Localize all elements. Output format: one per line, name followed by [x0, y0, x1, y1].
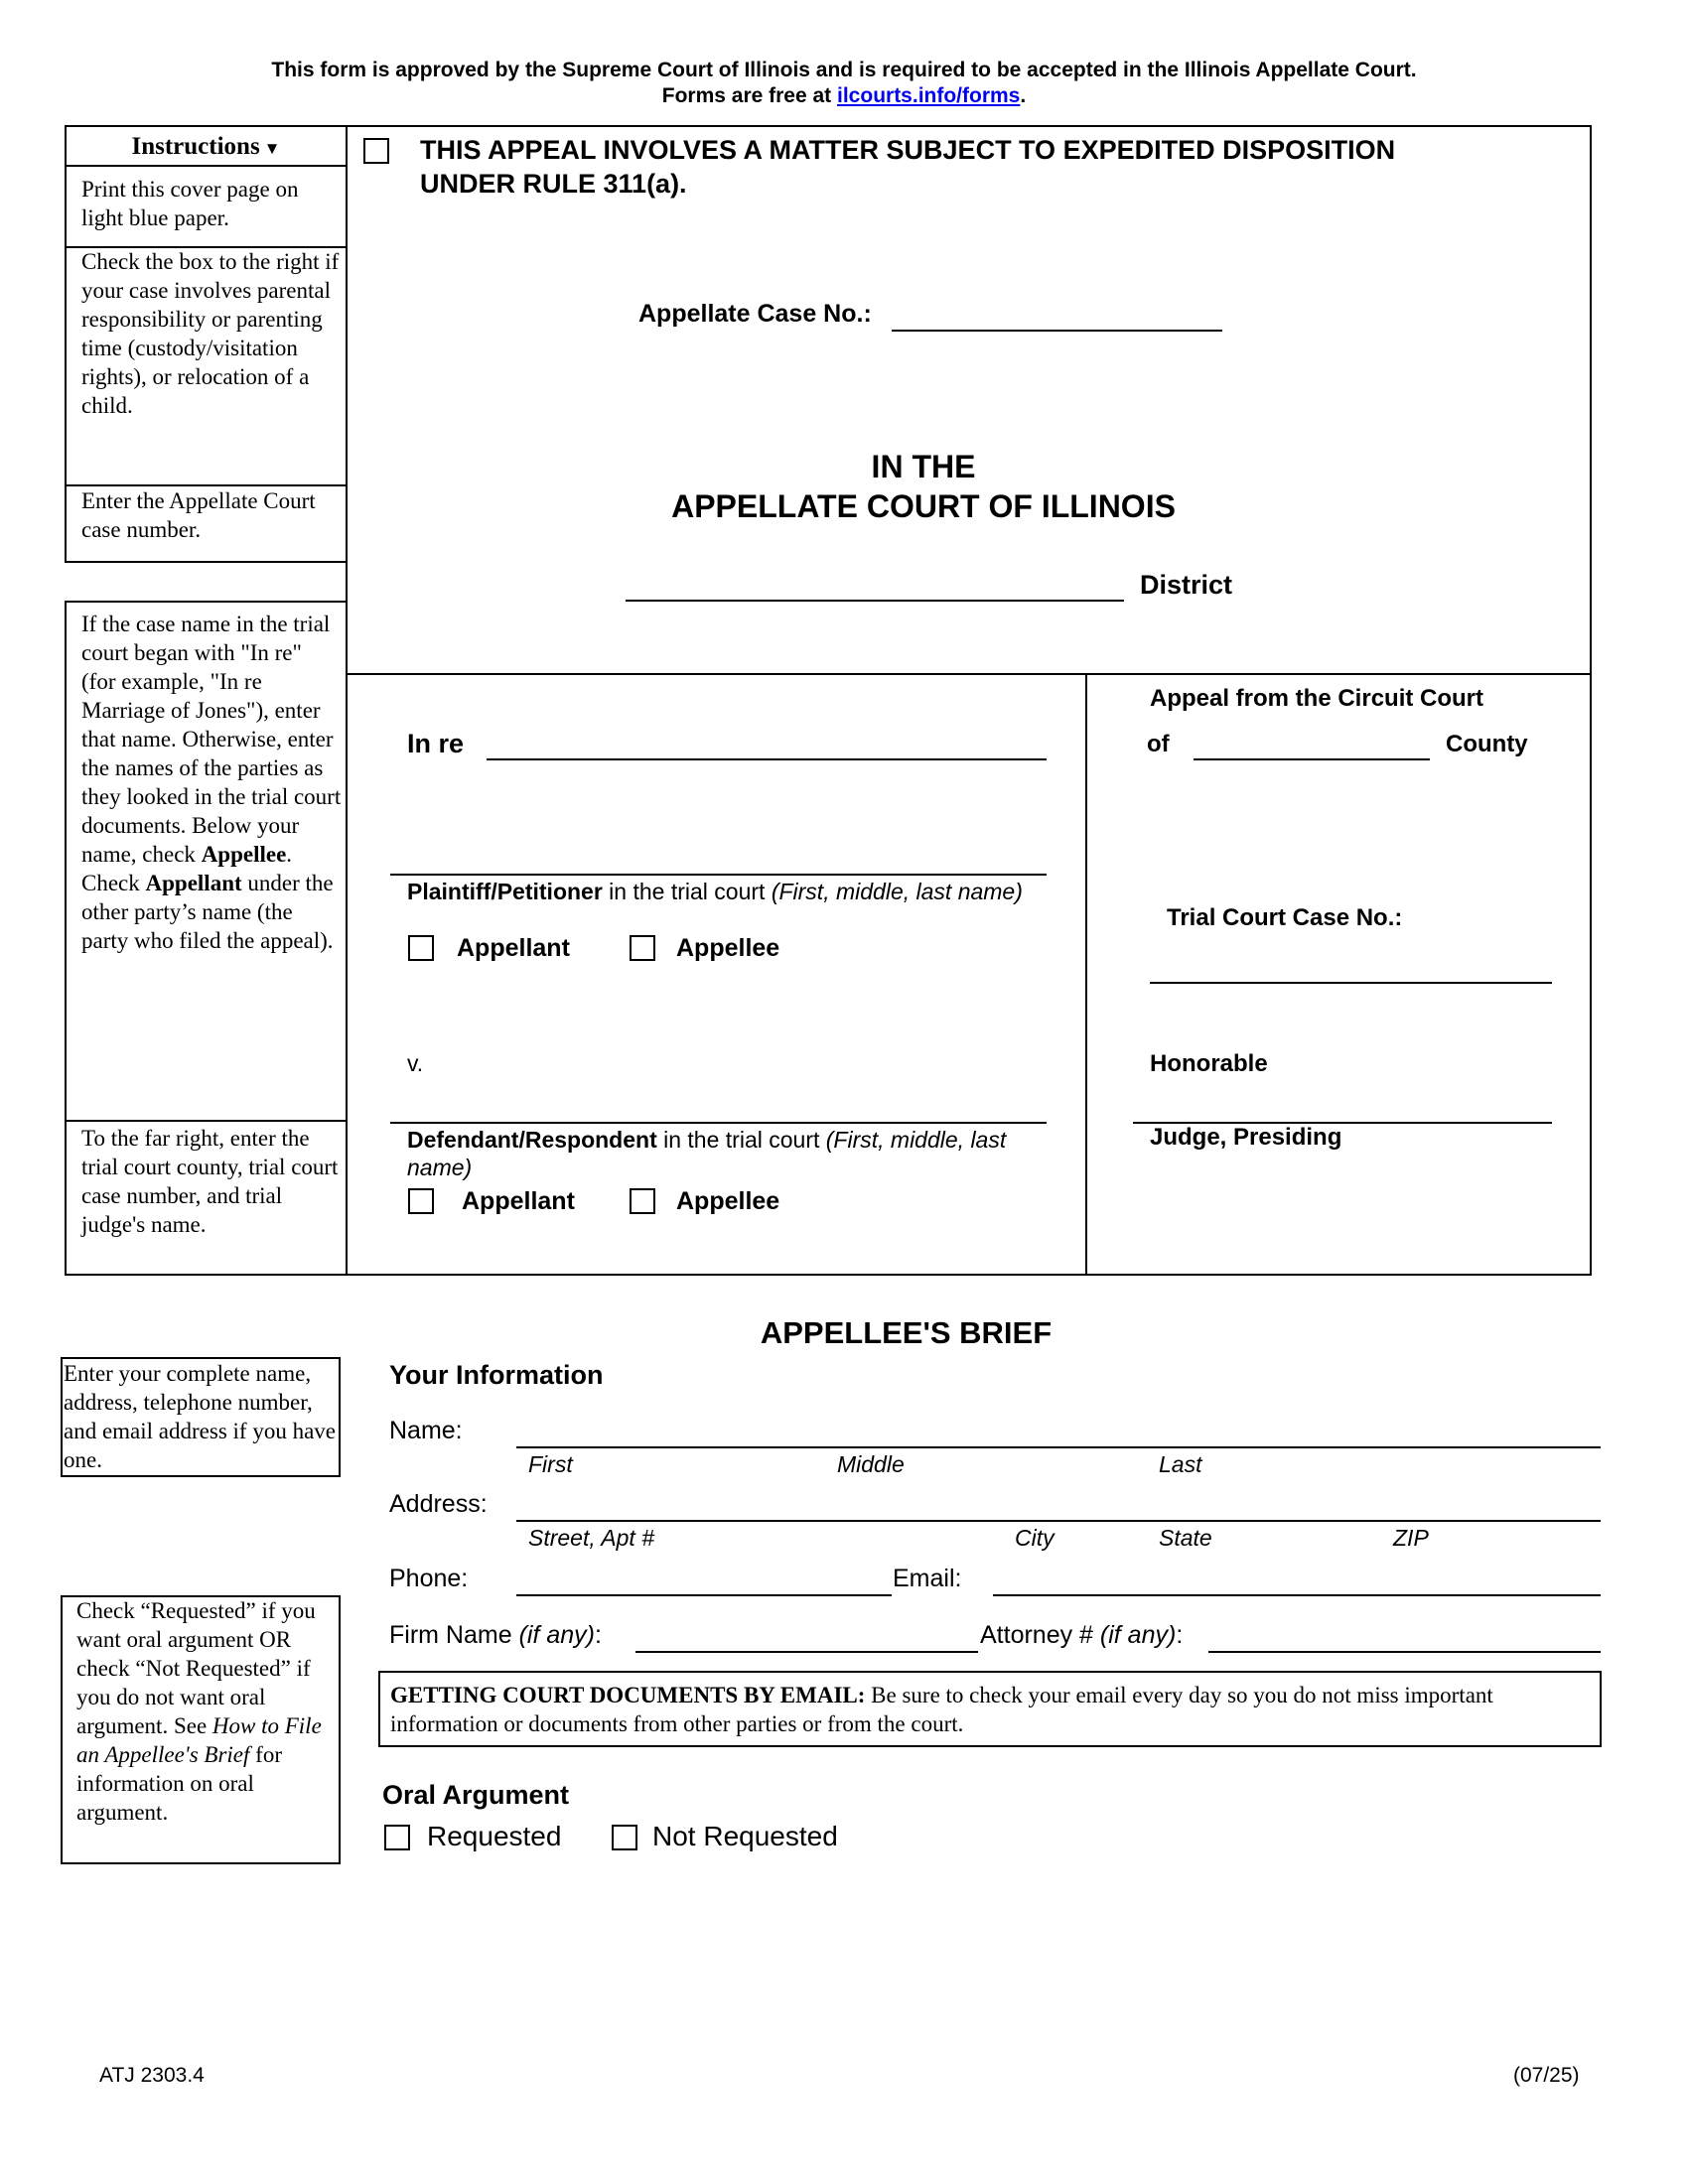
instruction-print: Print this cover page on light blue paper.	[81, 177, 299, 230]
honorable-label: Honorable	[1150, 1050, 1268, 1077]
oral-not-requested-checkbox[interactable]	[612, 1825, 637, 1850]
defendant-appellee-checkbox[interactable]	[630, 1188, 655, 1214]
plaintiff-caption: Plaintiff/Petitioner in the trial court (First, middle, last name)	[407, 879, 1023, 904]
email-line	[993, 1594, 1601, 1596]
zip-sublabel: ZIP	[1393, 1525, 1429, 1551]
approval-notice	[0, 58, 1688, 109]
expedited-checkbox[interactable]	[363, 138, 389, 164]
defendant-line	[390, 1122, 1047, 1124]
your-info-heading: Your Information	[389, 1360, 604, 1390]
in-re-input[interactable]	[487, 725, 1047, 756]
court-title: IN THE APPELLATE COURT OF ILLINOIS	[671, 449, 1176, 524]
instruction-oral-argument: Check “Requested” if you want oral argument OR check “Not Requested” if you do not want oral argument. See How to File an Appellee's Brief for information on oral argument.	[76, 1598, 322, 1825]
phone-input[interactable]	[516, 1561, 892, 1592]
address-input[interactable]	[516, 1486, 1601, 1518]
name-line	[516, 1446, 1601, 1448]
plaintiff-appellant-label: Appellant	[457, 934, 570, 962]
instructions-title: Instructions ▼	[131, 133, 281, 160]
defendant-input[interactable]	[390, 1088, 1047, 1120]
appeal-from-label: Appeal from the Circuit Court	[1150, 685, 1484, 712]
district-label: District	[1140, 570, 1233, 600]
oral-requested-label: Requested	[427, 1821, 562, 1851]
name-label: Name:	[389, 1417, 463, 1444]
defendant-appellant-checkbox[interactable]	[408, 1188, 434, 1214]
email-label: Email:	[893, 1565, 962, 1592]
attorney-number-input[interactable]	[1208, 1617, 1601, 1649]
attorney-number-line	[1208, 1651, 1601, 1653]
last-sublabel: Last	[1159, 1451, 1202, 1477]
of-label: of	[1147, 731, 1170, 757]
in-re-label: In re	[407, 729, 465, 758]
plaintiff-appellant-checkbox[interactable]	[408, 935, 434, 961]
instructions-divider	[67, 165, 346, 167]
firm-name-input[interactable]	[635, 1617, 978, 1649]
oral-requested-checkbox[interactable]	[384, 1825, 410, 1850]
versus-label: v.	[407, 1050, 424, 1076]
judge-input[interactable]	[1133, 1088, 1552, 1120]
defendant-caption: Defendant/Respondent in the trial court (First, middle, last name)	[407, 1127, 1007, 1180]
instruction-far-right: To the far right, enter the trial court county, trial court case number, and trial judge's name.	[81, 1126, 339, 1237]
phone-line	[516, 1594, 892, 1596]
street-sublabel: Street, Apt #	[528, 1525, 654, 1551]
brief-title: APPELLEE'S BRIEF	[760, 1315, 1053, 1350]
attorney-number-label: Attorney # (if any):	[980, 1621, 1184, 1649]
trial-case-label: Trial Court Case No.:	[1167, 904, 1403, 931]
email-notice-text: GETTING COURT DOCUMENTS BY EMAIL: Be sure to check your email every day so you do not miss important information or documents from other parties or from the court.	[390, 1683, 1493, 1736]
name-input[interactable]	[516, 1413, 1601, 1444]
appellate-case-label: Appellate Case No.:	[638, 300, 872, 328]
plaintiff-input[interactable]	[390, 840, 1047, 872]
instruction-case-number: Enter the Appellate Court case number.	[81, 488, 316, 542]
phone-label: Phone:	[389, 1565, 469, 1592]
instructions-divider	[67, 1120, 346, 1122]
district-input[interactable]	[626, 566, 1124, 598]
first-sublabel: First	[528, 1451, 573, 1477]
county-line	[1194, 758, 1430, 760]
trial-case-input[interactable]	[1150, 948, 1552, 980]
form-id: ATJ 2303.4	[99, 2064, 205, 2087]
defendant-appellant-label: Appellant	[462, 1187, 575, 1215]
instruction-your-info: Enter your complete name, address, telephone number, and email address if you have one.	[64, 1361, 336, 1472]
address-line	[516, 1520, 1601, 1522]
plaintiff-appellee-checkbox[interactable]	[630, 935, 655, 961]
oral-not-requested-label: Not Requested	[652, 1821, 838, 1851]
forms-link[interactable]: ilcourts.info/forms	[837, 84, 1021, 107]
approval-line-2: Forms are free at ilcourts.info/forms.	[661, 84, 1027, 107]
defendant-appellee-label: Appellee	[676, 1187, 780, 1215]
caret-down-icon: ▼	[263, 139, 281, 158]
address-label: Address:	[389, 1490, 488, 1518]
county-input[interactable]	[1194, 725, 1430, 756]
appellate-case-input[interactable]	[892, 296, 1222, 328]
judge-label: Judge, Presiding	[1150, 1124, 1342, 1151]
middle-sublabel: Middle	[837, 1451, 905, 1477]
email-input[interactable]	[993, 1561, 1601, 1592]
expedited-label: THIS APPEAL INVOLVES A MATTER SUBJECT TO EXPEDITED DISPOSITION UNDER RULE 311(a).	[420, 135, 1396, 199]
caption-divider	[348, 673, 1590, 675]
form-date: (07/25)	[1513, 2064, 1580, 2087]
firm-name-line	[635, 1651, 978, 1653]
trial-case-line	[1150, 982, 1552, 984]
city-sublabel: City	[1015, 1525, 1055, 1551]
appellate-case-line	[892, 330, 1222, 332]
district-line	[626, 600, 1124, 602]
county-label: County	[1446, 731, 1528, 757]
plaintiff-line	[390, 874, 1047, 876]
plaintiff-appellee-label: Appellee	[676, 934, 780, 962]
oral-argument-heading: Oral Argument	[382, 1780, 570, 1810]
in-re-line	[487, 758, 1047, 760]
instruction-check-box: Check the box to the right if your case involves parental responsibility or parenting time (custody/visitation rights), or relocation of a child.	[81, 249, 340, 418]
caption-column-divider	[1085, 674, 1087, 1275]
state-sublabel: State	[1159, 1525, 1212, 1551]
instruction-case-name: If the case name in the trial court began with "In re" (for example, "In re Marriage of Jones"), enter that name. Otherwise, enter the names of the parties as they looked in the trial court documents. Below your name, check Appellee. Check Appellant under the other party’s name (the party who filed the appeal).	[81, 612, 342, 953]
firm-name-label: Firm Name (if any):	[389, 1621, 602, 1649]
approval-line-1: This form is approved by the Supreme Court of Illinois and is required to be accepted in the Illinois Appellate Court.	[271, 59, 1417, 81]
